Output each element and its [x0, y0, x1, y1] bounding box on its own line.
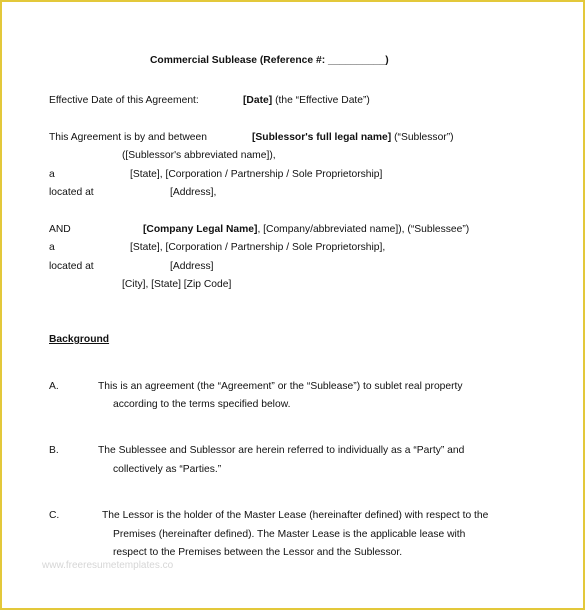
sublessor-located-label: located at: [49, 187, 94, 198]
sublessee-entity-type: [State], [Corporation / Partnership / Sole Proprietorship],: [130, 242, 386, 253]
clause-b-label: B.: [49, 445, 59, 456]
clause-a-line-1: This is an agreement (the “Agreement” or the “Sublease”) to sublet real property: [98, 381, 463, 392]
sublessee-address: [Address]: [170, 261, 214, 272]
effective-date-suffix: (the “Effective Date”): [275, 95, 370, 106]
sublessee-name-field: [Company Legal Name]: [143, 224, 258, 235]
sublessee-a-label: a: [49, 242, 55, 253]
sublessor-role: (“Sublessor”): [394, 132, 454, 143]
clause-b-line-2: collectively as “Parties.”: [113, 464, 222, 475]
sublessor-name-field: [Sublessor's full legal name]: [252, 132, 392, 143]
effective-date-field: [Date]: [243, 95, 273, 106]
effective-date-line: [243, 94, 370, 107]
sublessor-a-label: a: [49, 169, 55, 180]
sublessee-name-line: [143, 223, 469, 236]
sublessee-city-line: [City], [State] [Zip Code]: [122, 279, 232, 290]
sublessee-and-label: AND: [49, 224, 71, 235]
sublessor-intro: This Agreement is by and between: [49, 132, 207, 143]
clause-a-label: A.: [49, 381, 59, 392]
sublessor-abbrev: ([Sublessor's abbreviated name]),: [122, 150, 276, 161]
sublessor-name-line: [252, 131, 454, 144]
clause-c-line-2: Premises (hereinafter defined). The Master Lease is the applicable lease with: [113, 529, 466, 540]
clause-c-line-1: The Lessor is the holder of the Master Lease (hereinafter defined) with respect to the: [102, 510, 489, 521]
clause-c-line-3: respect to the Premises between the Lessor and the Sublessor.: [113, 547, 403, 558]
sublessor-entity-type: [State], [Corporation / Partnership / Sole Proprietorship]: [130, 169, 383, 180]
clause-c-label: C.: [49, 510, 60, 521]
clause-b-line-1: The Sublessee and Sublessor are herein referred to individually as a “Party” and: [98, 445, 465, 456]
document-title: Commercial Sublease (Reference #: __________): [150, 55, 389, 66]
effective-date-label: Effective Date of this Agreement:: [49, 95, 199, 106]
sublessee-located-label: located at: [49, 261, 94, 272]
sublessee-name-rest: , [Company/abbreviated name]), (“Sublessee”): [257, 224, 470, 235]
sublessor-address: [Address],: [170, 187, 217, 198]
background-heading: Background: [49, 334, 110, 345]
clause-a-line-2: according to the terms specified below.: [113, 399, 291, 410]
watermark: www.freeresumetemplates.co: [42, 560, 174, 571]
